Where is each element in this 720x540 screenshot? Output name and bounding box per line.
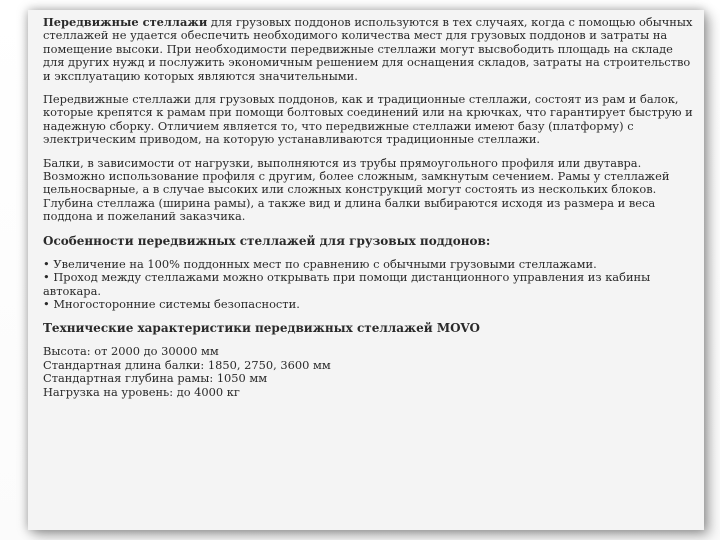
feature-item: • Проход между стеллажами можно открывать при помощи дистанционного управления из кабины автокара. xyxy=(43,270,651,298)
spec-item: Стандартная глубина рамы: 1050 мм xyxy=(43,371,268,386)
feature-item: • Многосторонние системы безопасности. xyxy=(43,296,300,311)
features-heading: Особенности передвижных стеллажей для грузовых поддонов: xyxy=(43,233,491,248)
specs-heading: Технические характеристики передвижных стеллажей MOVO xyxy=(43,321,480,336)
document-body xyxy=(43,16,695,399)
intro-text: для грузовых поддонов используются в тех случаях, когда с помощью обычных стеллажей не удается обеспечить необходимого количества мест для грузовых поддонов и затраты на помещение высоки. При необходимости передвижные стеллажи могут высвободить площадь на складе для других нужд и послужить экономичным решением для оснащения складов, затраты на строительство и эксплуатацию которых являются значительными. xyxy=(43,15,693,83)
depth-paragraph: Глубина стеллажа (ширина рамы), а также вид и длина балки выбираются исходя из размера и веса поддона и пожеланий заказчика. xyxy=(43,195,656,224)
intro-paragraph xyxy=(43,16,695,83)
spec-item: Высота: от 2000 до 30000 мм xyxy=(43,344,219,359)
construction-paragraph: Передвижные стеллажи для грузовых поддонов, как и традиционные стеллажи, состоят из рам и балок, которые крепятся к рамам при помощи болтовых соединений или на крючках, что гарантирует быструю и надежную сборку. Отличием является то, что передвижные стеллажи имеют базу (платформу) с электрическим приводом, на которую устанавливаются традиционные стеллажи. xyxy=(43,92,693,147)
beams-paragraph: Балки, в зависимости от нагрузки, выполняются из трубы прямоугольного профиля или двутавра. Возможно использование профиля с другим, более сложным, замкнутым сечением. Рамы у стеллажей цельносварные, а в случае высоких или сложных конструкций могут состоять из нескольких блоков. xyxy=(43,155,670,197)
spec-item: Стандартная длина балки: 1850, 2750, 3600 мм xyxy=(43,357,331,372)
spec-item: Нагрузка на уровень: до 4000 кг xyxy=(43,384,240,399)
intro-bold-term: Передвижные стеллажи xyxy=(43,15,208,29)
feature-item: • Увеличение на 100% поддонных мест по сравнению с обычными грузовыми стеллажами. xyxy=(43,256,597,271)
